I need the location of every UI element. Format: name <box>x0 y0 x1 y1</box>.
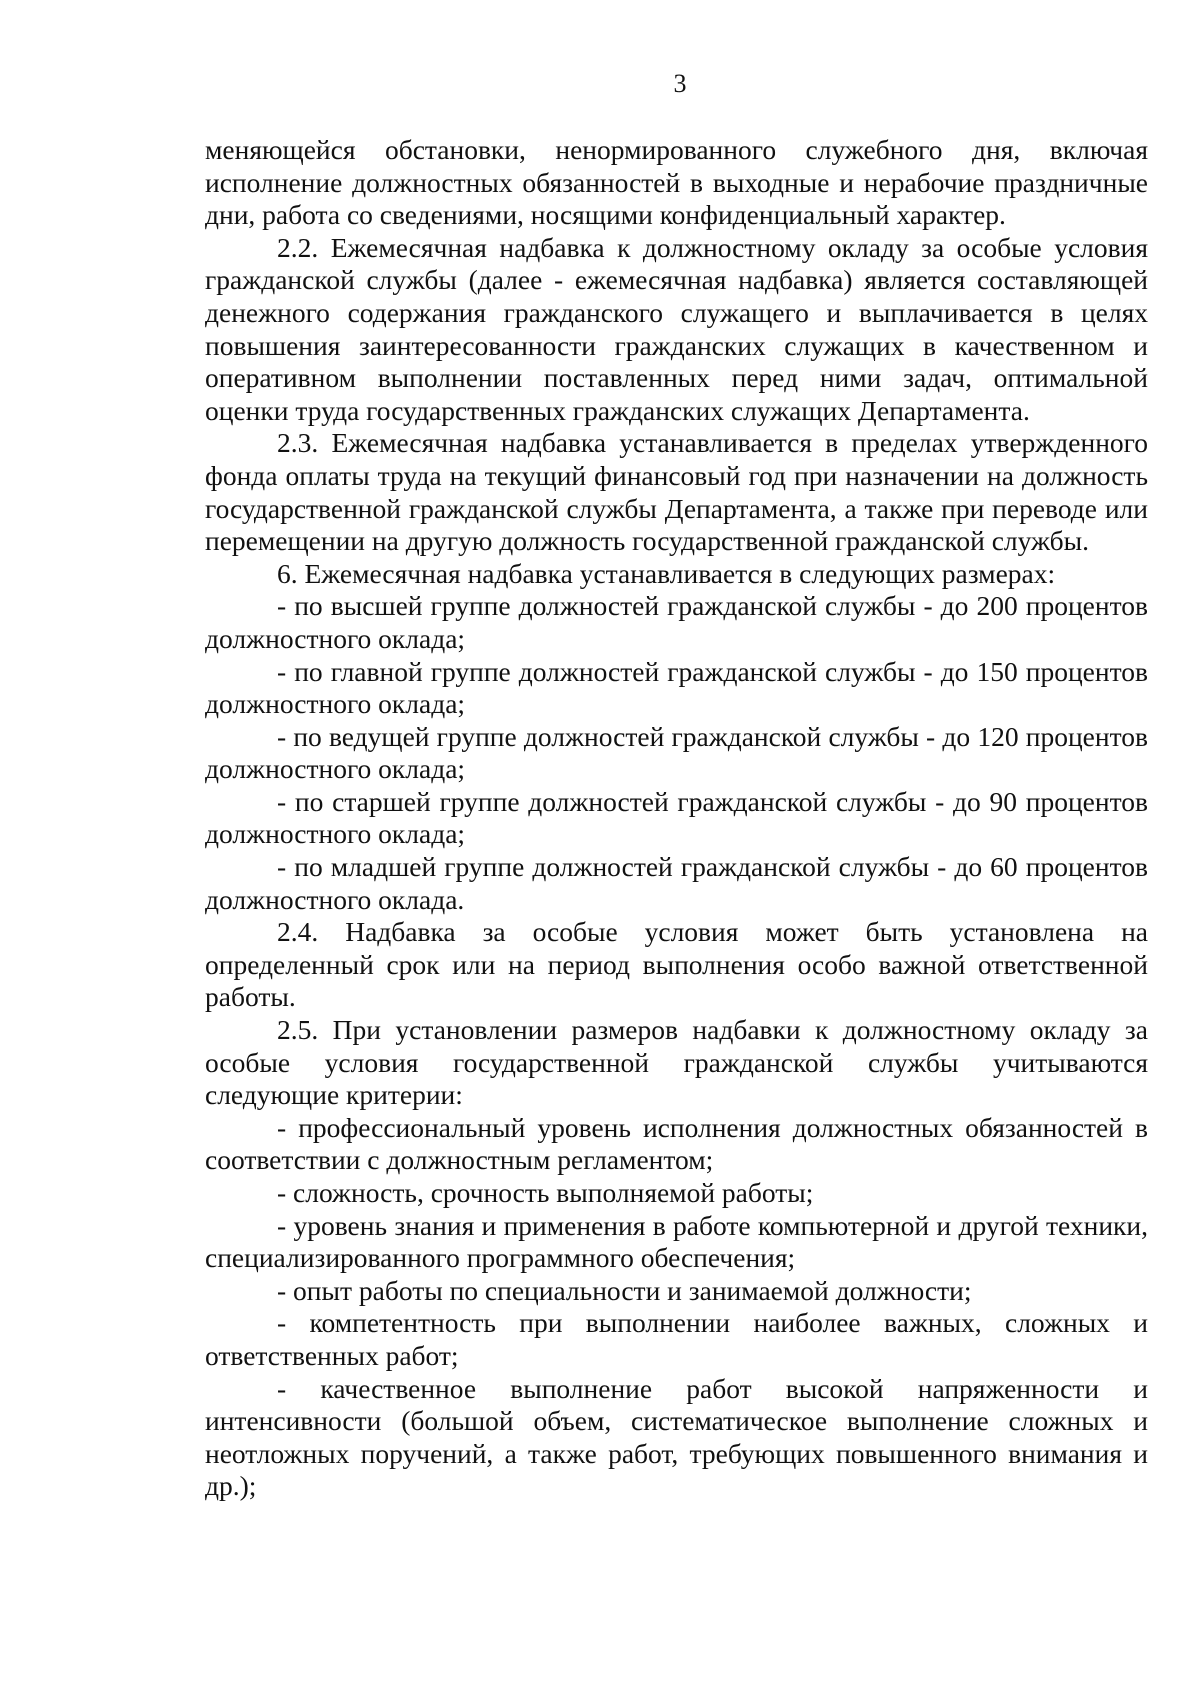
criteria-item-competence: - компетентность при выполнении наиболее важных, сложных и ответственных работ; <box>205 1307 1148 1371</box>
list-item-leading-group: - по ведущей группе должностей гражданской службы - до 120 процентов должностного оклада; <box>205 720 1148 785</box>
paragraph-6: 6. Ежемесячная надбавка устанавливается в следующих размерах: <box>277 557 1056 589</box>
list-item-junior-group: - по младшей группе должностей гражданской службы - до 60 процентов должностного оклада. <box>205 851 1148 915</box>
document-body <box>205 134 1148 1503</box>
paragraph-2-2: 2.2. Ежемесячная надбавка к должностному окладу за особые условия гражданской службы (далее - ежемесячная надбавка) является составляющей денежного содержания гражданского служащего и выплачивается в целях повышения заинтересованности гражданских служащих в качественном и оперативном выполнении поставленных перед ними задач, оптимальной оценки труда государственных гражданских служащих Департамента. <box>205 231 1148 426</box>
criteria-item-complexity: - сложность, срочность выполняемой работы; <box>277 1177 814 1208</box>
paragraph-2-4: 2.4. Надбавка за особые условия может быть установлена на определенный срок или на период выполнения особо важной ответственной работы. <box>205 916 1148 1013</box>
criteria-item-computer-skills: - уровень знания и применения в работе компьютерной и другой техники, специализированного программного обеспечения; <box>205 1209 1148 1274</box>
criteria-item-professional-level: - профессиональный уровень исполнения должностных обязанностей в соответствии с должностным регламентом; <box>205 1111 1148 1176</box>
list-item-main-group: - по главной группе должностей гражданской службы - до 150 процентов должностного оклада; <box>205 655 1148 720</box>
paragraph-continuation: меняющейся обстановки, ненормированного служебного дня, включая исполнение должностных обязанностей в выходные и нерабочие праздничные дни, работа со сведениями, носящими конфиденциальный характер. <box>205 134 1148 231</box>
paragraph-2-5: 2.5. При установлении размеров надбавки к должностному окладу за особые условия государственной гражданской службы учитываются следующие критерии: <box>205 1014 1148 1111</box>
list-item-highest-group: - по высшей группе должностей гражданской службы - до 200 процентов должностного оклада; <box>205 590 1148 654</box>
paragraph-2-3: 2.3. Ежемесячная надбавка устанавливается в пределах утвержденного фонда оплаты труда на текущий финансовый год при назначении на должность государственной гражданской службы Департамента, а также при переводе или перемещении на другую должность государственной гражданской службы. <box>205 427 1148 557</box>
page-number: 3 <box>673 69 687 98</box>
criteria-item-experience: - опыт работы по специальности и занимаемой должности; <box>277 1274 972 1306</box>
list-item-senior-group: - по старшей группе должностей гражданской службы - до 90 процентов должностного оклада; <box>205 785 1148 850</box>
criteria-item-quality: - качественное выполнение работ высокой напряженности и интенсивности (большой объем, систематическое выполнение сложных и неотложных поручений, а также работ, требующих повышенного внимания и др.); <box>205 1372 1148 1502</box>
